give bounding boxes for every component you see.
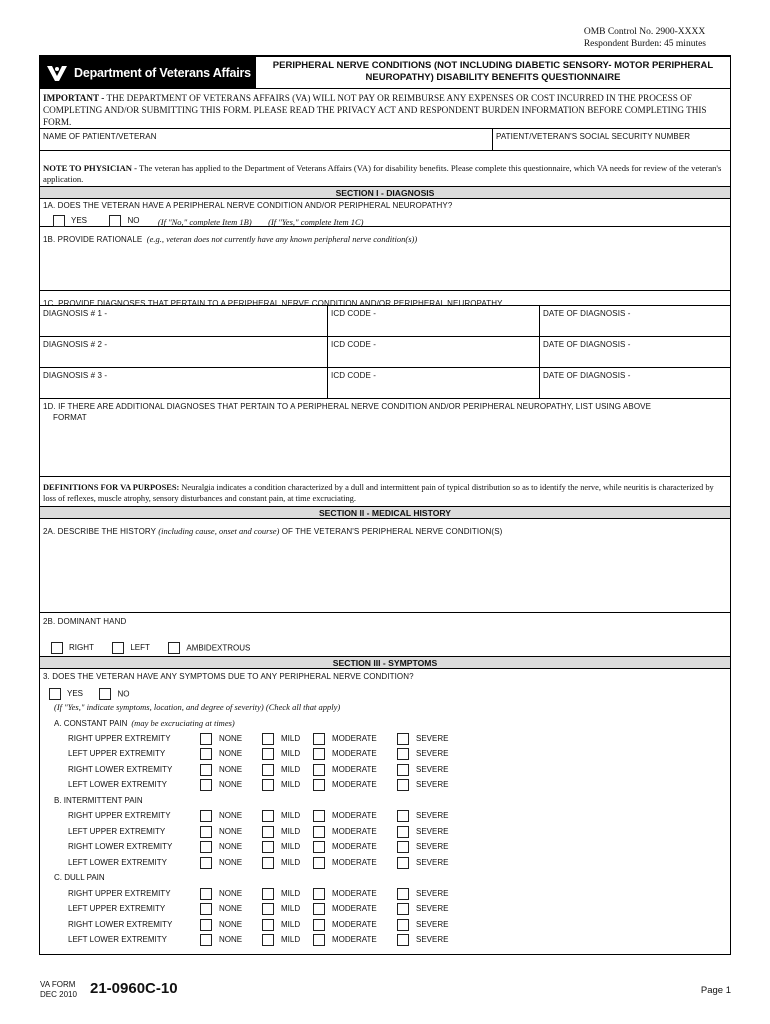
patient-name-label: NAME OF PATIENT/VETERAN [43, 132, 157, 141]
severity-label: NONE [219, 811, 243, 820]
symptom-row [40, 902, 730, 916]
patient-info-row [39, 129, 731, 151]
limb-label: LEFT LOWER EXTREMITY [68, 780, 167, 789]
severity-moderate-checkbox[interactable] [313, 857, 325, 869]
severity-label: SEVERE [416, 888, 449, 898]
severity-label: NONE [219, 749, 243, 758]
severity-moderate-checkbox[interactable] [313, 919, 325, 931]
question-2b [39, 613, 731, 657]
severity-moderate-checkbox[interactable] [313, 888, 325, 900]
icd-2-label: ICD CODE - [331, 340, 376, 349]
severity-mild-checkbox[interactable] [262, 748, 274, 760]
severity-label: SEVERE [416, 919, 449, 929]
q2a-label-end: OF THE VETERAN'S PERIPHERAL NERVE CONDITION(S) [279, 527, 503, 536]
severity-none-checkbox[interactable] [200, 748, 212, 760]
severity-label: MODERATE [332, 904, 377, 913]
severity-none-checkbox[interactable] [200, 826, 212, 838]
severity-label: MILD [281, 764, 301, 774]
date-1-label: DATE OF DIAGNOSIS - [543, 309, 631, 318]
severity-label: SEVERE [416, 826, 449, 836]
physician-note [39, 151, 731, 187]
severity-mild-checkbox[interactable] [262, 857, 274, 869]
limb-label: LEFT LOWER EXTREMITY [68, 857, 167, 867]
severity-moderate-checkbox[interactable] [313, 903, 325, 915]
severity-mild-checkbox[interactable] [262, 764, 274, 776]
right-hand-label: RIGHT [69, 643, 94, 653]
form-header [39, 55, 731, 89]
severity-label: MODERATE [332, 857, 377, 867]
page-number: Page 1 [700, 985, 731, 996]
symptom-group-0 [54, 716, 235, 730]
severity-label: SEVERE [416, 733, 449, 743]
limb-label: RIGHT UPPER EXTREMITY [68, 733, 171, 743]
severity-label: NONE [219, 935, 243, 944]
severity-label: MODERATE [332, 811, 377, 820]
q1a-yes-label: YES [71, 216, 88, 226]
severity-none-checkbox[interactable] [200, 733, 212, 745]
symptom-row [40, 809, 730, 823]
form-title-line1: PERIPHERAL NERVE CONDITIONS (NOT INCLUDING DIABETIC SENSORY- MOTOR PERIPHERAL [272, 60, 714, 71]
severity-label: NONE [219, 842, 243, 851]
symptom-group-2 [54, 871, 105, 885]
severity-severe-checkbox[interactable] [397, 888, 409, 900]
severity-label: MILD [281, 811, 301, 820]
severity-label: MILD [281, 749, 301, 758]
icd-3-field[interactable] [328, 368, 540, 398]
severity-label: NONE [219, 764, 243, 774]
severity-mild-checkbox[interactable] [262, 841, 274, 853]
severity-mild-checkbox[interactable] [262, 888, 274, 900]
severity-label: NONE [219, 888, 243, 898]
q1d-label-line1: 1D. IF THERE ARE ADDITIONAL DIAGNOSES THAT PERTAIN TO A PERIPHERAL NERVE CONDITION AND/OR PERIPHERAL NEUROPATHY, LIST USING ABOVE [43, 402, 652, 411]
severity-label: NONE [219, 733, 243, 743]
severity-mild-checkbox[interactable] [262, 733, 274, 745]
severity-none-checkbox[interactable] [200, 779, 212, 791]
q1a-yes-checkbox[interactable] [53, 215, 65, 227]
limb-label: RIGHT UPPER EXTREMITY [68, 811, 171, 820]
q1b-label: 1B. PROVIDE RATIONALE [43, 235, 143, 244]
severity-label: MODERATE [332, 733, 377, 743]
date-1-field[interactable] [540, 306, 730, 336]
severity-label: NONE [219, 826, 243, 836]
severity-label: SEVERE [416, 935, 449, 944]
severity-severe-checkbox[interactable] [397, 903, 409, 915]
severity-severe-checkbox[interactable] [397, 748, 409, 760]
severity-none-checkbox[interactable] [200, 903, 212, 915]
severity-label: SEVERE [416, 904, 449, 913]
form-number: 21-0960C-10 [90, 980, 178, 997]
question-1d[interactable] [39, 399, 731, 477]
severity-moderate-checkbox[interactable] [313, 764, 325, 776]
severity-label: MILD [281, 733, 301, 743]
severity-severe-checkbox[interactable] [397, 826, 409, 838]
va-form-label: VA FORM [40, 980, 76, 989]
q3-no-checkbox[interactable] [99, 688, 111, 700]
severity-severe-checkbox[interactable] [397, 857, 409, 869]
severity-severe-checkbox[interactable] [397, 919, 409, 931]
form-title [256, 57, 730, 88]
severity-severe-checkbox[interactable] [397, 764, 409, 776]
symptom-row [40, 763, 730, 777]
severity-label: MODERATE [332, 780, 377, 789]
important-text: THE DEPARTMENT OF VETERANS AFFAIRS (VA) WILL NOT PAY OR REIMBURSE ANY EXPENSES OR COST INCURRED IN THE PROCESS OF COMPLETING AND/OR SUBMITTING THIS FORM. PLEASE READ THE PRIVACY ACT AND RESPONDENT BURDEN INFORMATION BEFORE COMPLETING THIS FORM. [43, 93, 707, 127]
severity-moderate-checkbox[interactable] [313, 810, 325, 822]
q2a-label: 2A. DESCRIBE THE HISTORY [43, 527, 159, 536]
omb-info [584, 26, 706, 50]
diagnosis-row [39, 306, 731, 337]
severity-mild-checkbox[interactable] [262, 903, 274, 915]
q3-yes-label: YES [67, 689, 84, 699]
severity-label: NONE [219, 780, 243, 789]
ssn-label: PATIENT/VETERAN'S SOCIAL SECURITY NUMBER [496, 132, 691, 141]
severity-moderate-checkbox[interactable] [313, 934, 325, 946]
q1d-label-line2: FORMAT [53, 413, 87, 422]
severity-none-checkbox[interactable] [200, 841, 212, 853]
severity-severe-checkbox[interactable] [397, 733, 409, 745]
icd-2-field[interactable] [328, 337, 540, 367]
severity-label: SEVERE [416, 780, 449, 789]
severity-label: MODERATE [332, 919, 377, 929]
question-1c [39, 291, 731, 306]
icd-1-label: ICD CODE - [331, 309, 376, 318]
footer-form-label [40, 980, 77, 1000]
note-text: The veteran has applied to the Department of Veterans Affairs (VA) for disability benefits. Please complete this questionnaire, which VA needs for review of the veteran's application. [43, 163, 722, 184]
severity-moderate-checkbox[interactable] [313, 733, 325, 745]
severity-moderate-checkbox[interactable] [313, 779, 325, 791]
severity-label: NONE [219, 857, 243, 867]
limb-label: RIGHT UPPER EXTREMITY [68, 888, 171, 898]
q3-yes-checkbox[interactable] [49, 688, 61, 700]
q1a-no-checkbox[interactable] [109, 215, 121, 227]
severity-label: MILD [281, 919, 301, 929]
q3-no-label: NO [117, 689, 130, 699]
patient-name-field[interactable] [40, 129, 493, 150]
severity-label: SEVERE [416, 842, 449, 851]
severity-none-checkbox[interactable] [200, 810, 212, 822]
note-lead: NOTE TO PHYSICIAN - [43, 163, 137, 173]
limb-label: RIGHT LOWER EXTREMITY [68, 919, 173, 929]
limb-label: RIGHT LOWER EXTREMITY [68, 764, 173, 774]
date-3-label: DATE OF DIAGNOSIS - [543, 371, 631, 380]
diagnosis-1-field[interactable] [40, 306, 328, 336]
severity-label: SEVERE [416, 811, 449, 820]
q1c-label: 1C. PROVIDE DIAGNOSES THAT PERTAIN TO A PERIPHERAL NERVE CONDITION AND/OR PERIPHERAL NEUROPATHY [43, 299, 503, 308]
q1b-hint: (e.g., veteran does not currently have any known peripheral nerve condition(s)) [146, 234, 418, 244]
severity-moderate-checkbox[interactable] [313, 841, 325, 853]
question-2a[interactable] [39, 519, 731, 613]
question-3 [39, 669, 731, 955]
q2a-hint: (including cause, onset and course) [158, 526, 280, 536]
q3-hint: (If "Yes," indicate symptoms, location, and degree of severity) (Check all that apply) [54, 702, 341, 712]
limb-label: LEFT UPPER EXTREMITY [68, 826, 166, 836]
definitions-text: Neuralgia indicates a condition characterized by a dull and intermittent pain of typical distribution so as to identify the nerve, while neuritis is characterized by loss of reflexes, muscle atrophy, sensory disturbances and constant pain, at time excruciating. [43, 483, 714, 503]
severity-label: NONE [219, 919, 243, 929]
form-body [39, 55, 731, 955]
symptom-row [40, 856, 730, 870]
severity-none-checkbox[interactable] [200, 888, 212, 900]
diagnosis-row [39, 368, 731, 399]
severity-severe-checkbox[interactable] [397, 810, 409, 822]
severity-mild-checkbox[interactable] [262, 779, 274, 791]
ambidextrous-label: AMBIDEXTROUS [186, 643, 251, 653]
section-2-header: SECTION II - MEDICAL HISTORY [39, 507, 731, 519]
severity-mild-checkbox[interactable] [262, 826, 274, 838]
severity-label: MODERATE [332, 935, 377, 944]
severity-label: MILD [281, 888, 301, 898]
diagnosis-3-field[interactable] [40, 368, 328, 398]
severity-label: MILD [281, 842, 301, 851]
diagnosis-row [39, 337, 731, 368]
definitions [39, 477, 731, 507]
left-hand-checkbox[interactable] [112, 642, 124, 654]
severity-none-checkbox[interactable] [200, 857, 212, 869]
diagnosis-2-label: DIAGNOSIS # 2 - [43, 340, 108, 349]
section-3-header: SECTION III - SYMPTOMS [39, 657, 731, 669]
diagnosis-3-label: DIAGNOSIS # 3 - [43, 371, 108, 380]
symptom-row [40, 747, 730, 761]
limb-label: RIGHT LOWER EXTREMITY [68, 842, 173, 851]
severity-label: MILD [281, 780, 301, 789]
symptom-row [40, 840, 730, 854]
severity-severe-checkbox[interactable] [397, 934, 409, 946]
q1a-hint-yes: (If "Yes," complete Item 1C) [268, 217, 364, 227]
severity-none-checkbox[interactable] [200, 934, 212, 946]
severity-moderate-checkbox[interactable] [313, 748, 325, 760]
date-2-label: DATE OF DIAGNOSIS - [543, 340, 631, 349]
severity-label: SEVERE [416, 749, 449, 758]
respondent-burden: Respondent Burden: 45 minutes [583, 39, 706, 49]
q1a-no-label: NO [127, 216, 140, 226]
symptom-group-hint: (may be excruciating at times) [131, 718, 235, 728]
severity-label: MODERATE [332, 764, 377, 774]
severity-mild-checkbox[interactable] [262, 810, 274, 822]
q2b-label: 2B. DOMINANT HAND [43, 617, 127, 626]
severity-label: MILD [281, 826, 301, 836]
section-1-header: SECTION I - DIAGNOSIS [39, 187, 731, 199]
severity-severe-checkbox[interactable] [397, 779, 409, 791]
left-hand-label: LEFT [130, 643, 150, 653]
severity-label: MILD [281, 904, 301, 913]
severity-label: MILD [281, 935, 301, 944]
limb-label: LEFT UPPER EXTREMITY [68, 749, 166, 758]
symptom-group-label: A. CONSTANT PAIN [54, 719, 128, 728]
symptom-row [40, 778, 730, 792]
question-1b[interactable] [39, 227, 731, 291]
important-lead: IMPORTANT - [43, 93, 105, 103]
severity-mild-checkbox[interactable] [262, 934, 274, 946]
limb-label: LEFT UPPER EXTREMITY [68, 904, 166, 913]
severity-none-checkbox[interactable] [200, 919, 212, 931]
limb-label: LEFT LOWER EXTREMITY [68, 935, 167, 944]
severity-label: NONE [219, 904, 243, 913]
severity-label: MODERATE [332, 826, 377, 836]
agency-name: Department of Veterans Affairs [74, 65, 251, 80]
symptom-row [40, 918, 730, 932]
va-logo [40, 57, 256, 88]
symptom-row [40, 825, 730, 839]
q1a-hint-no: (If "No," complete Item 1B) [157, 217, 252, 227]
form-title-line2: NEUROPATHY) DISABILITY BENEFITS QUESTIONNAIRE [365, 72, 621, 83]
icd-1-field[interactable] [328, 306, 540, 336]
severity-label: MODERATE [332, 888, 377, 898]
ssn-field[interactable] [493, 129, 730, 150]
severity-severe-checkbox[interactable] [397, 841, 409, 853]
symptom-row [40, 732, 730, 746]
severity-mild-checkbox[interactable] [262, 919, 274, 931]
q3-label: 3. DOES THE VETERAN HAVE ANY SYMPTOMS DUE TO ANY PERIPHERAL NERVE CONDITION? [43, 672, 414, 681]
ambidextrous-checkbox[interactable] [168, 642, 180, 654]
severity-label: MODERATE [332, 842, 377, 851]
symptom-group-1 [54, 794, 143, 808]
severity-label: MILD [281, 857, 301, 867]
severity-label: SEVERE [416, 764, 449, 774]
severity-label: MODERATE [332, 749, 377, 758]
icd-3-label: ICD CODE - [331, 371, 376, 380]
symptom-group-label: B. INTERMITTENT PAIN [54, 795, 143, 805]
symptom-row [40, 933, 730, 947]
date-2-field[interactable] [540, 337, 730, 367]
question-1a [39, 199, 731, 227]
severity-none-checkbox[interactable] [200, 764, 212, 776]
important-notice [39, 89, 731, 129]
right-hand-checkbox[interactable] [51, 642, 63, 654]
severity-label: SEVERE [416, 857, 449, 867]
diagnosis-1-label: DIAGNOSIS # 1 - [43, 309, 108, 318]
severity-moderate-checkbox[interactable] [313, 826, 325, 838]
symptom-group-label: C. DULL PAIN [54, 873, 105, 882]
diagnosis-2-field[interactable] [40, 337, 328, 367]
va-seal-icon [46, 64, 68, 82]
form-date: DEC 2010 [40, 990, 77, 999]
q1a-label: 1A. DOES THE VETERAN HAVE A PERIPHERAL NERVE CONDITION AND/OR PERIPHERAL NEUROPATHY? [43, 201, 453, 210]
date-3-field[interactable] [540, 368, 730, 398]
omb-control: OMB Control No. 2900-XXXX [583, 27, 706, 37]
symptom-row [40, 887, 730, 901]
definitions-lead: DEFINITIONS FOR VA PURPOSES: [43, 483, 180, 492]
